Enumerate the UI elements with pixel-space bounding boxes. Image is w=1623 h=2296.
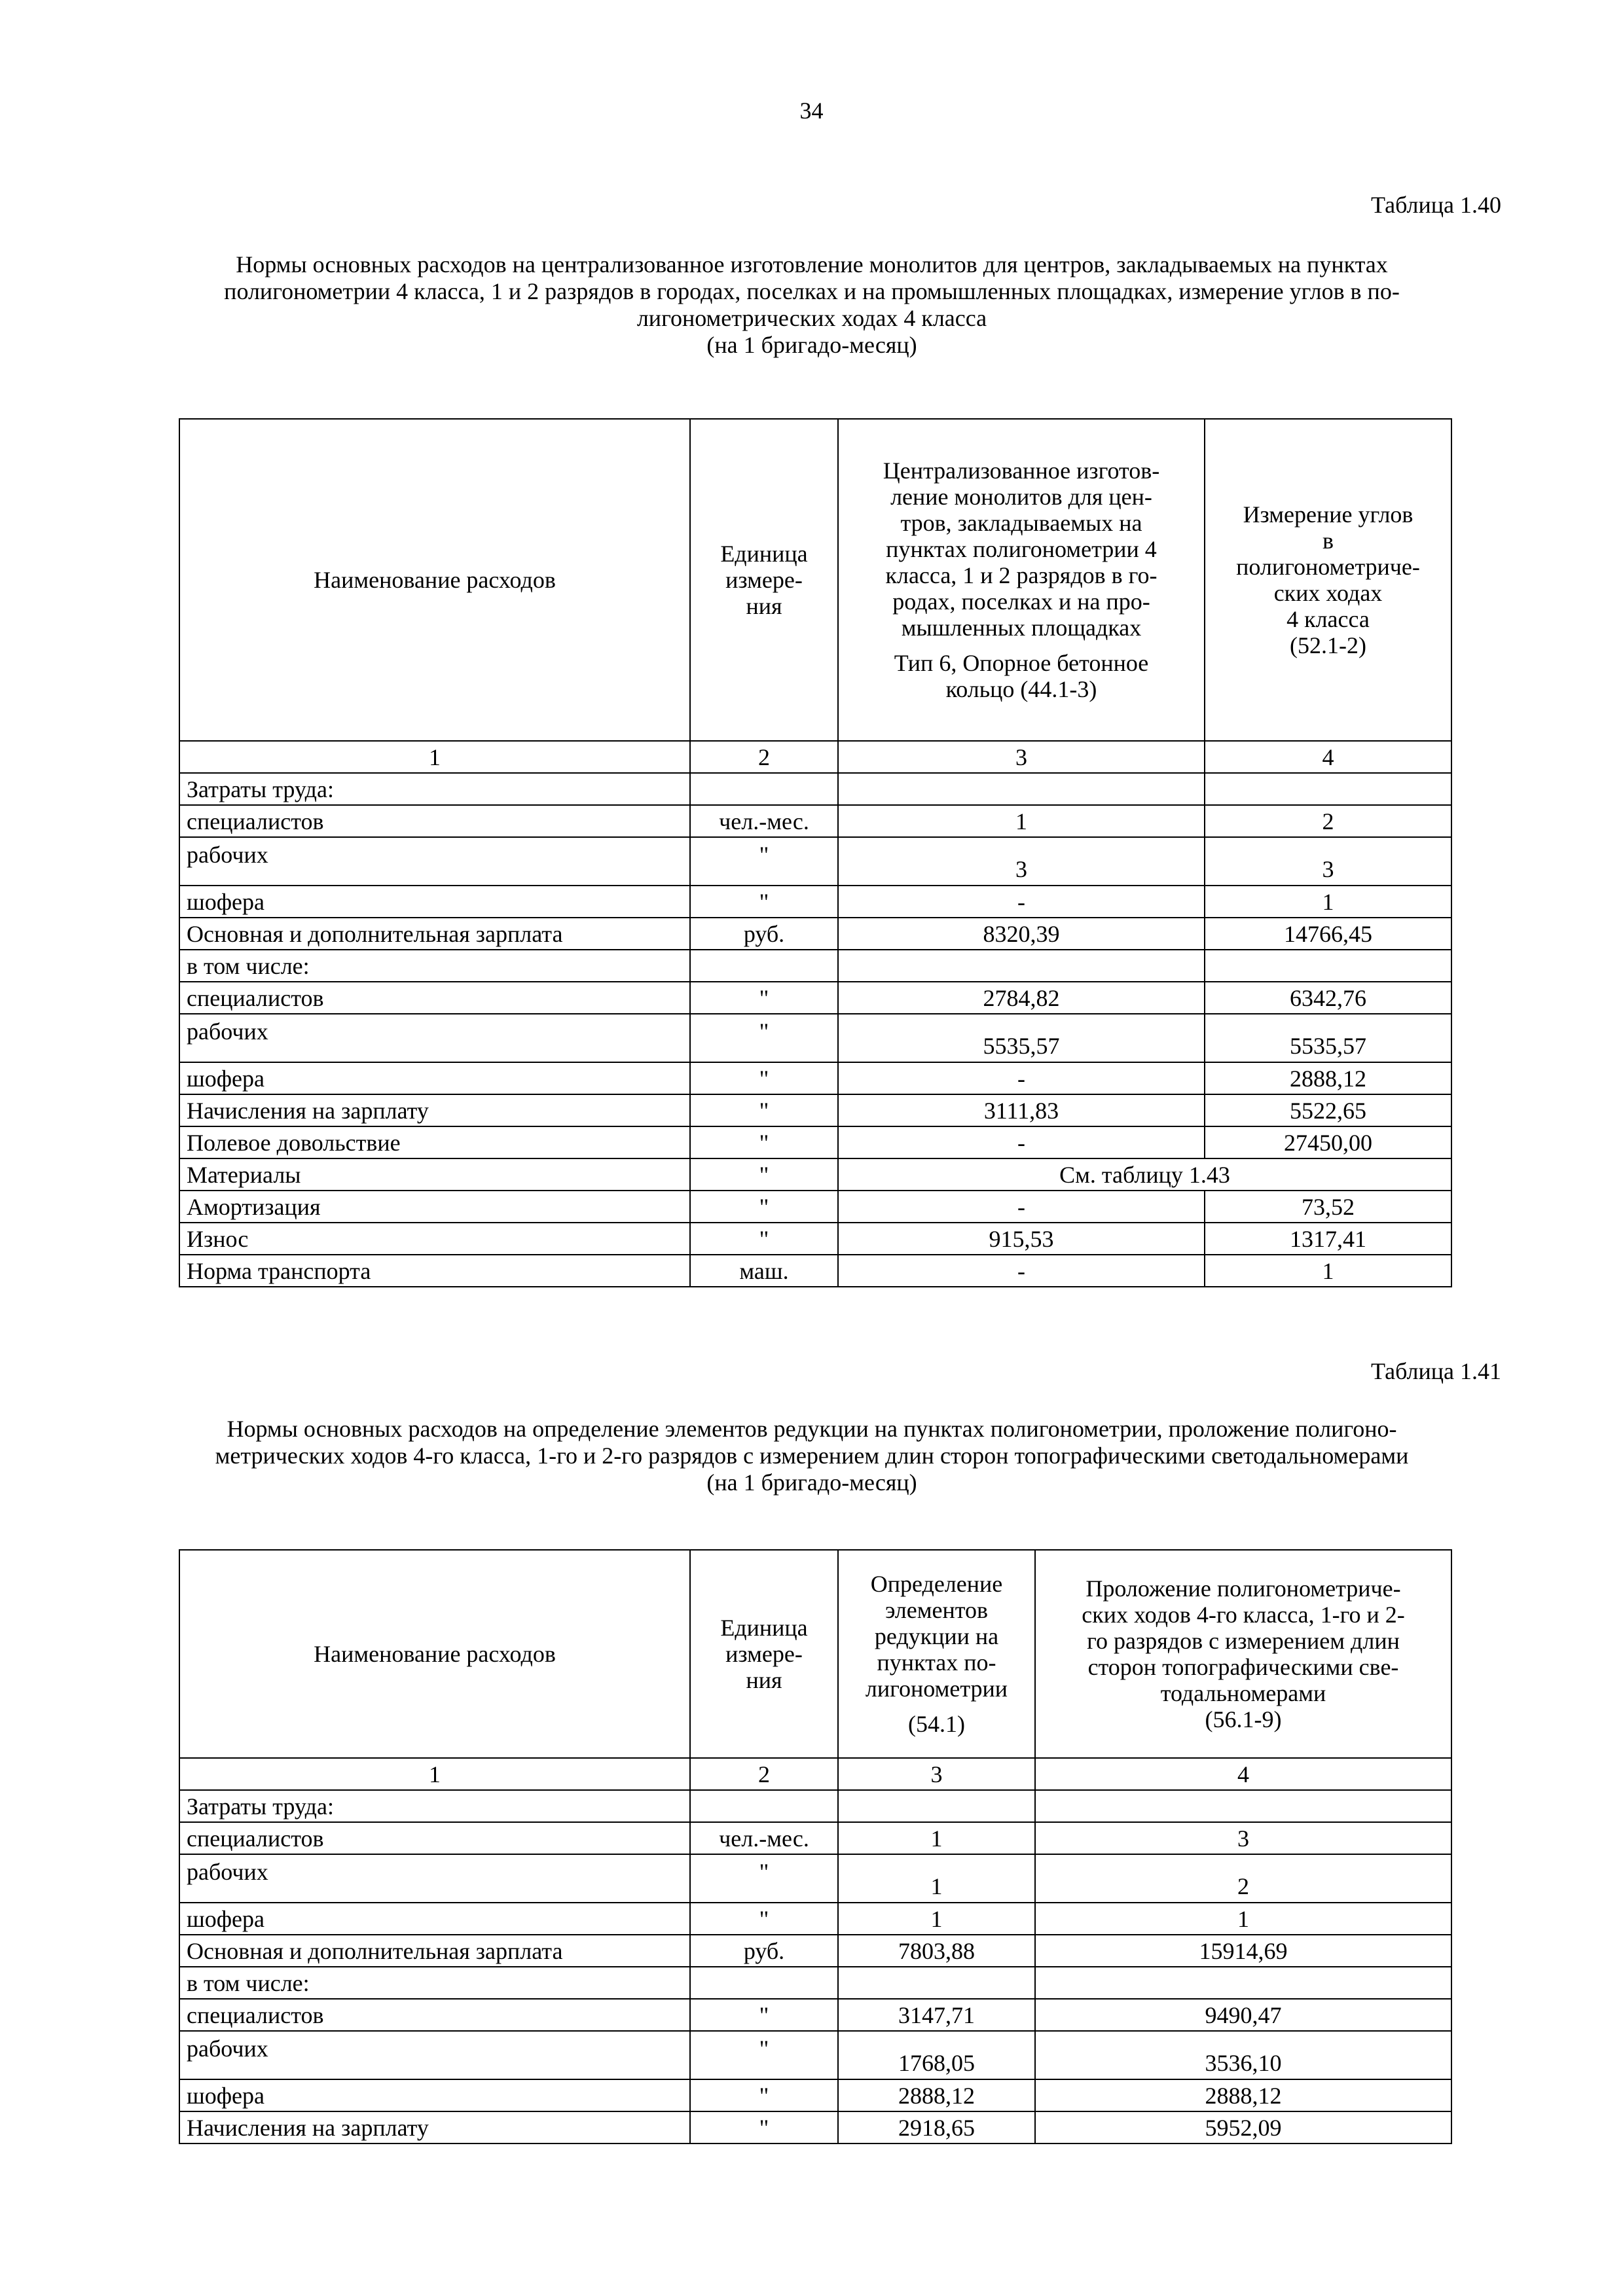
unit-cell: " xyxy=(690,1903,838,1935)
value-cell-col3 xyxy=(838,1967,1035,1999)
value-cell-col3: - xyxy=(838,886,1205,918)
merged-value-cell: См. таблицу 1.43 xyxy=(838,1158,1451,1191)
value-cell-col3: 1 xyxy=(838,1854,1035,1903)
unit-cell: " xyxy=(690,1014,838,1062)
table-row xyxy=(179,1790,1451,1822)
title-line: (на 1 бригадо-месяц) xyxy=(706,1469,917,1496)
unit-cell: " xyxy=(690,837,838,886)
value-cell-col4: 73,52 xyxy=(1205,1191,1451,1223)
value-cell-col3: 2918,65 xyxy=(838,2111,1035,2144)
table-1-41-title xyxy=(111,1416,1512,1496)
table-1-40 xyxy=(179,418,1452,1287)
column-numbers-row xyxy=(179,1758,1451,1790)
header-unit: Единица измере- ния xyxy=(690,419,838,741)
column-number: 2 xyxy=(690,741,838,773)
value-cell-col3: 1 xyxy=(838,805,1205,837)
header-traverse-laying: Проложение полигонометриче- ских ходов 4-го класса, 1-го и 2- го разрядов с измерением длин сторон топографическими све- тодальномерами (56.1-9) xyxy=(1035,1550,1451,1758)
value-cell-col4: 14766,45 xyxy=(1205,918,1451,950)
value-cell-col3 xyxy=(838,1790,1035,1822)
table-row xyxy=(179,1255,1451,1287)
table-1-41-label: Таблица 1.41 xyxy=(1371,1358,1501,1384)
value-cell-col4 xyxy=(1035,1790,1451,1822)
unit-cell: " xyxy=(690,1062,838,1094)
column-number: 4 xyxy=(1035,1758,1451,1790)
expense-name-cell: специалистов xyxy=(179,805,690,837)
table-row xyxy=(179,1062,1451,1094)
value-cell-col3: 1768,05 xyxy=(838,2031,1035,2079)
expense-name-cell: шофера xyxy=(179,1062,690,1094)
table-row xyxy=(179,1967,1451,1999)
value-cell-col3: 3111,83 xyxy=(838,1094,1205,1126)
expense-name-cell: Износ xyxy=(179,1223,690,1255)
value-cell-col3: - xyxy=(838,1255,1205,1287)
table-1-41 xyxy=(179,1549,1452,2144)
value-cell-col3 xyxy=(838,950,1205,982)
expense-name-cell: Амортизация xyxy=(179,1191,690,1223)
expense-name-cell: в том числе: xyxy=(179,1967,690,1999)
value-cell-col3: 5535,57 xyxy=(838,1014,1205,1062)
table-row xyxy=(179,950,1451,982)
expense-name-cell: рабочих xyxy=(179,1854,690,1903)
value-cell-col3: - xyxy=(838,1126,1205,1158)
table-row xyxy=(179,805,1451,837)
header-expense-name: Наименование расходов xyxy=(179,1550,690,1758)
unit-cell: " xyxy=(690,886,838,918)
value-cell-col4: 5522,65 xyxy=(1205,1094,1451,1126)
expense-name-cell: Затраты труда: xyxy=(179,773,690,805)
value-cell-col4: 1317,41 xyxy=(1205,1223,1451,1255)
table-row xyxy=(179,1854,1451,1903)
expense-name-cell: Основная и дополнительная зарплата xyxy=(179,918,690,950)
column-number: 3 xyxy=(838,741,1205,773)
table-row xyxy=(179,1999,1451,2031)
header-unit: Единица измере- ния xyxy=(690,1550,838,1758)
expense-name-cell: Начисления на зарплату xyxy=(179,2111,690,2144)
value-cell-col4: 3 xyxy=(1035,1822,1451,1854)
value-cell-col4: 6342,76 xyxy=(1205,982,1451,1014)
value-cell-col4: 5952,09 xyxy=(1035,2111,1451,2144)
unit-cell: " xyxy=(690,1999,838,2031)
expense-name-cell: специалистов xyxy=(179,1822,690,1854)
unit-cell: " xyxy=(690,1094,838,1126)
unit-cell: руб. xyxy=(690,1935,838,1967)
value-cell-col3: 2784,82 xyxy=(838,982,1205,1014)
unit-cell xyxy=(690,950,838,982)
value-cell-col4 xyxy=(1035,1967,1451,1999)
unit-cell: маш. xyxy=(690,1255,838,1287)
column-number: 2 xyxy=(690,1758,838,1790)
value-cell-col4: 27450,00 xyxy=(1205,1126,1451,1158)
header-angle-measurement: Измерение углов в полигонометриче- ских ходах 4 класса (52.1-2) xyxy=(1205,419,1451,741)
unit-cell: " xyxy=(690,1854,838,1903)
column-number: 4 xyxy=(1205,741,1451,773)
table-row xyxy=(179,918,1451,950)
value-cell-col3: - xyxy=(838,1062,1205,1094)
unit-cell: " xyxy=(690,1158,838,1191)
title-line: Нормы основных расходов на централизованное изготовление монолитов для центров, закладываемых на пунктах xyxy=(236,251,1388,278)
value-cell-col4: 2888,12 xyxy=(1205,1062,1451,1094)
value-cell-col4: 1 xyxy=(1205,886,1451,918)
title-line: Нормы основных расходов на определение элементов редукции на пунктах полигонометрии, проложение полигоно- xyxy=(227,1416,1397,1442)
value-cell-col4 xyxy=(1205,950,1451,982)
value-cell-col4 xyxy=(1205,773,1451,805)
table-row xyxy=(179,886,1451,918)
table-row xyxy=(179,1094,1451,1126)
title-line: полигонометрии 4 класса, 1 и 2 разрядов в городах, поселках и на промышленных площадках, измерение углов в по- xyxy=(224,278,1400,304)
unit-cell: " xyxy=(690,1191,838,1223)
expense-name-cell: специалистов xyxy=(179,1999,690,2031)
page-number: 34 xyxy=(799,98,824,124)
value-cell-col3: 1 xyxy=(838,1903,1035,1935)
table-1-40-title xyxy=(111,251,1512,359)
header-reduction-elements: Определение элементов редукции на пунктах по- лигонометрии (54.1) xyxy=(838,1550,1035,1758)
value-cell-col4: 15914,69 xyxy=(1035,1935,1451,1967)
unit-cell: чел.-мес. xyxy=(690,1822,838,1854)
table-row xyxy=(179,1223,1451,1255)
title-line: метрических ходов 4-го класса, 1-го и 2-го разрядов с измерением длин сторон топографическими светодальномерами xyxy=(215,1443,1409,1469)
value-cell-col3: 2888,12 xyxy=(838,2079,1035,2111)
expense-name-cell: специалистов xyxy=(179,982,690,1014)
expense-name-cell: Затраты труда: xyxy=(179,1790,690,1822)
unit-cell: " xyxy=(690,2079,838,2111)
table-row xyxy=(179,1158,1451,1191)
value-cell-col3: 915,53 xyxy=(838,1223,1205,1255)
table-row xyxy=(179,1822,1451,1854)
table-row xyxy=(179,1191,1451,1223)
value-cell-col4: 5535,57 xyxy=(1205,1014,1451,1062)
header-expense-name: Наименование расходов xyxy=(179,419,690,741)
value-cell-col4: 1 xyxy=(1035,1903,1451,1935)
title-line: лигонометрических ходах 4 класса xyxy=(636,305,987,331)
value-cell-col3: 3147,71 xyxy=(838,1999,1035,2031)
value-cell-col4: 3 xyxy=(1205,837,1451,886)
expense-name-cell: Норма транспорта xyxy=(179,1255,690,1287)
expense-name-cell: Материалы xyxy=(179,1158,690,1191)
value-cell-col4: 2888,12 xyxy=(1035,2079,1451,2111)
table-row xyxy=(179,982,1451,1014)
table-1-40-label: Таблица 1.40 xyxy=(1371,192,1501,218)
unit-cell: чел.-мес. xyxy=(690,805,838,837)
value-cell-col4: 3536,10 xyxy=(1035,2031,1451,2079)
expense-name-cell: Полевое довольствие xyxy=(179,1126,690,1158)
unit-cell: " xyxy=(690,2111,838,2144)
value-cell-col3: - xyxy=(838,1191,1205,1223)
column-number: 1 xyxy=(179,741,690,773)
value-cell-col3: 7803,88 xyxy=(838,1935,1035,1967)
value-cell-col3: 1 xyxy=(838,1822,1035,1854)
table-row xyxy=(179,2079,1451,2111)
value-cell-col3: 8320,39 xyxy=(838,918,1205,950)
expense-name-cell: в том числе: xyxy=(179,950,690,982)
unit-cell: " xyxy=(690,982,838,1014)
value-cell-col4: 2 xyxy=(1205,805,1451,837)
expense-name-cell: рабочих xyxy=(179,837,690,886)
expense-name-cell: рабочих xyxy=(179,2031,690,2079)
expense-name-cell: рабочих xyxy=(179,1014,690,1062)
expense-name-cell: шофера xyxy=(179,2079,690,2111)
expense-name-cell: шофера xyxy=(179,1903,690,1935)
unit-cell xyxy=(690,1967,838,1999)
table-row xyxy=(179,1903,1451,1935)
unit-cell: " xyxy=(690,2031,838,2079)
table-row xyxy=(179,773,1451,805)
value-cell-col3: 3 xyxy=(838,837,1205,886)
column-number: 3 xyxy=(838,1758,1035,1790)
table-row xyxy=(179,2111,1451,2144)
unit-cell: " xyxy=(690,1126,838,1158)
column-number: 1 xyxy=(179,1758,690,1790)
column-numbers-row xyxy=(179,741,1451,773)
expense-name-cell: шофера xyxy=(179,886,690,918)
unit-cell xyxy=(690,773,838,805)
value-cell-col4: 2 xyxy=(1035,1854,1451,1903)
value-cell-col4: 9490,47 xyxy=(1035,1999,1451,2031)
unit-cell: " xyxy=(690,1223,838,1255)
table-row xyxy=(179,837,1451,886)
expense-name-cell: Основная и дополнительная зарплата xyxy=(179,1935,690,1967)
title-line: (на 1 бригадо-месяц) xyxy=(706,332,917,358)
value-cell-col3 xyxy=(838,773,1205,805)
table-row xyxy=(179,2031,1451,2079)
unit-cell xyxy=(690,1790,838,1822)
table-row xyxy=(179,1126,1451,1158)
table-row xyxy=(179,1935,1451,1967)
header-monolith-production: Централизованное изготов- ление монолитов для цен- тров, закладываемых на пунктах полигонометрии 4 класса, 1 и 2 разрядов в го- родах, поселках и на про- мышленных площадках Тип 6, Опорное бетонное кольцо (44.1-3) xyxy=(838,419,1205,741)
table-row xyxy=(179,1014,1451,1062)
expense-name-cell: Начисления на зарплату xyxy=(179,1094,690,1126)
value-cell-col4: 1 xyxy=(1205,1255,1451,1287)
unit-cell: руб. xyxy=(690,918,838,950)
